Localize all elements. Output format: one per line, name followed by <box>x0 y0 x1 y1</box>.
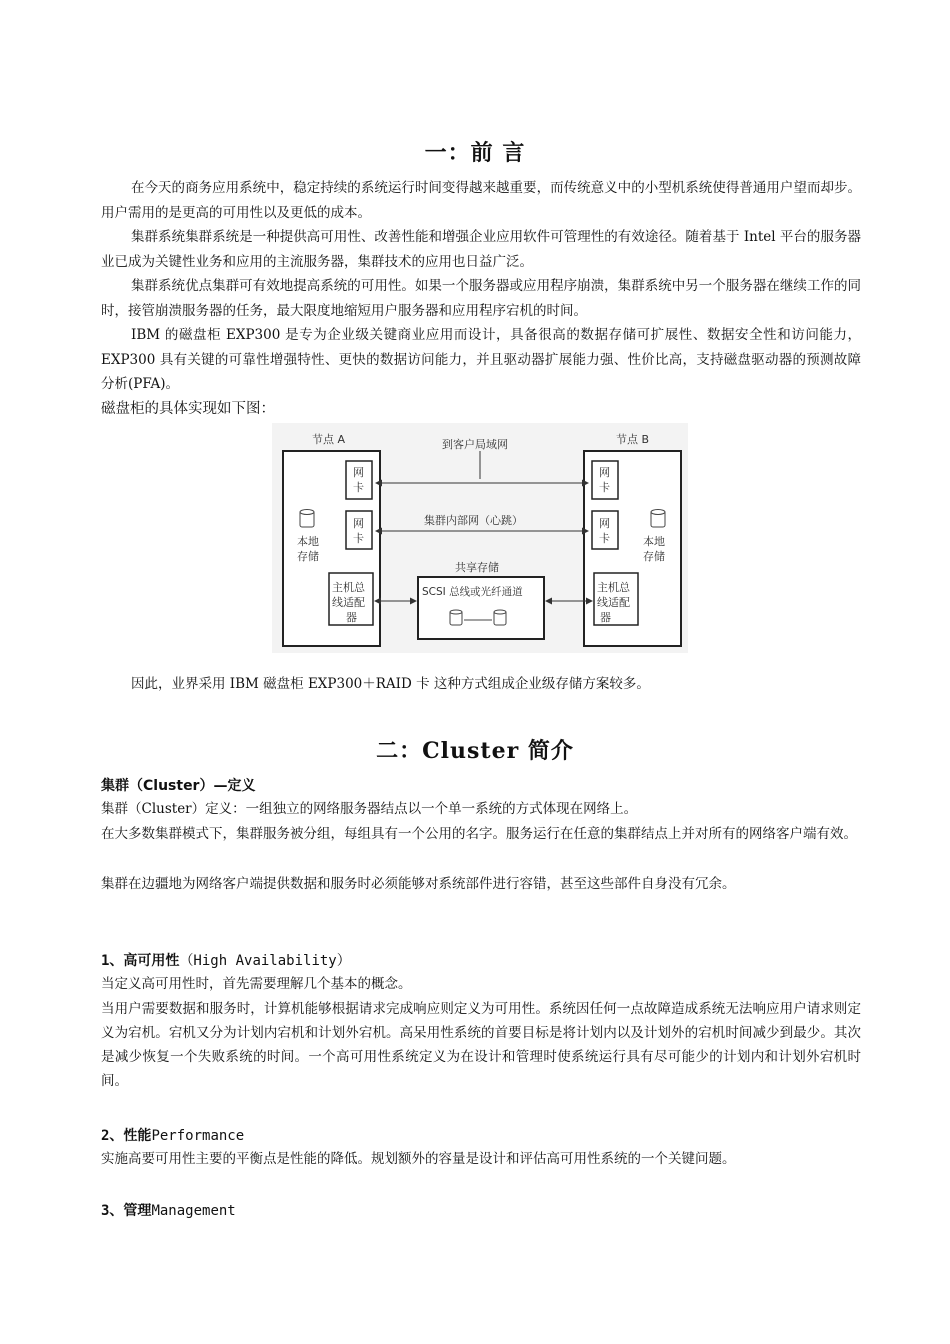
shared-storage-label: 共享存储 <box>455 561 499 574</box>
intro-paragraph-4: IBM 的磁盘柜 EXP300 是专为企业级关键商业应用而设计，具备很高的数据存储可扩展性、数据安全性和访问能力， EXP300 具有关键的可靠性增强特性、更快的数据访问能力，并且驱动器扩展能力强、性价比高，支持磁盘驱动器的预测故障分析(PFA)。 <box>101 327 861 392</box>
nic-b1-label-2: 卡 <box>599 481 610 494</box>
hba-b-label-1: 主机总 <box>597 581 630 594</box>
ha-paragraph-2: 当用户需要数据和服务时，计算机能够根据请求完成响应则定义为可用性。系统因任何一点故障造成系统无法响应用户请求则定义为宕机。宕机又分为计划内宕机和计划外宕机。高呆用性系统的首要目标是将计划内以及计划外的宕机时间减少到最少。其次是减少恢复一个失败系统的时间。一个高可用性系统定义为在设计和管理时使系统运行具有尽可能少的计划内和计划外宕机时间。 <box>101 1001 861 1089</box>
section2-title: 二：Cluster 简介 <box>376 738 574 764</box>
disk-icon <box>651 510 665 528</box>
performance-heading-cn: 2、性能 <box>101 1128 152 1144</box>
node-b-label: 节点 B <box>616 433 650 446</box>
nic-b2-label-2: 卡 <box>599 532 610 545</box>
intro-paragraph-1: 在今天的商务应用系统中，稳定持续的系统运行时间变得越来越重要，而传统意义中的小型机系统使得普通用户望而却步。用户需用的是更高的可用性以及更低的成本。 <box>101 180 861 221</box>
ha-heading-cn: 1、高可用性 <box>101 953 180 969</box>
nic-a2-label-2: 卡 <box>353 532 364 545</box>
definition-line-2: 在大多数集群模式下，集群服务被分组，每组具有一个公用的名字。服务运行在任意的集群结点上并对所有的网络客户端有效。 <box>101 826 857 842</box>
lan-label: 到客户局域网 <box>442 438 508 451</box>
ha-paragraph-1: 当定义高可用性时，首先需要理解几个基本的概念。 <box>101 976 412 992</box>
ha-heading <box>101 950 351 970</box>
performance-paragraph: 实施高要可用性主要的平衡点是性能的降低。规划额外的容量是设计和评估高可用性系统的一个关键问题。 <box>101 1151 736 1167</box>
management-heading-cn: 3、管理 <box>101 1203 152 1219</box>
hba-a-label-1: 主机总 <box>332 581 365 594</box>
hba-b-label-3: 器 <box>600 611 611 624</box>
nic-b2-label-1: 网 <box>599 517 610 530</box>
disk-icon <box>450 610 462 625</box>
after-figure-text: 因此，业界采用 IBM 磁盘柜 EXP300＋RAID 卡 这种方式组成企业级存储方案较多。 <box>131 676 650 692</box>
local-storage-b-label-2: 存储 <box>643 550 665 563</box>
nic-a2-label-1: 网 <box>353 517 364 530</box>
management-heading-en: Management <box>151 1203 236 1219</box>
cluster-definition-heading: 集群（Cluster）—定义 <box>101 778 256 794</box>
local-storage-a-label-1: 本地 <box>297 535 319 548</box>
disk-icon <box>300 510 314 528</box>
management-heading <box>101 1200 236 1220</box>
cluster-storage-diagram <box>272 423 688 653</box>
section1-title: 一：前 言 <box>424 140 526 166</box>
nic-a1-label-1: 网 <box>353 466 364 479</box>
heartbeat-label: 集群内部网（心跳） <box>424 514 523 527</box>
hba-a-label-3: 器 <box>346 611 357 624</box>
definition-line-3: 集群在边疆地为网络客户端提供数据和服务时必须能够对系统部件进行容错，甚至这些部件自身没有冗余。 <box>101 876 736 892</box>
nic-b1-label-1: 网 <box>599 466 610 479</box>
hba-a-label-2: 线适配 <box>332 596 365 609</box>
local-storage-b-label-1: 本地 <box>643 535 665 548</box>
intro-paragraph-2: 集群系统集群系统是一种提供高可用性、改善性能和增强企业应用软件可管理性的有效途径。随着基于 Intel 平台的服务器业已成为关键性业务和应用的主流服务器，集群技术的应用也日益广泛。 <box>101 229 861 270</box>
node-a-label: 节点 A <box>312 433 346 446</box>
disk-icon <box>494 610 506 625</box>
nic-a1-label-2: 卡 <box>353 481 364 494</box>
bus-label: SCSI 总线或光纤通道 <box>422 586 523 598</box>
performance-heading <box>101 1125 244 1145</box>
intro-paragraph-3: 集群系统优点集群可有效地提高系统的可用性。如果一个服务器或应用程序崩溃，集群系统中另一个服务器在继续工作的同时，接管崩溃服务器的任务，最大限度地缩短用户服务器和应用程序宕机的时间。 <box>101 278 861 319</box>
figure-intro: 磁盘柜的具体实现如下图： <box>101 401 275 417</box>
definition-line-1: 集群（Cluster）定义：一组独立的网络服务器结点以一个单一系统的方式体现在网络上。 <box>101 801 638 817</box>
ha-heading-en: （High Availability） <box>179 953 351 969</box>
hba-b-label-2: 线适配 <box>597 596 630 609</box>
performance-heading-en: Performance <box>151 1128 245 1144</box>
local-storage-a-label-2: 存储 <box>297 550 319 563</box>
